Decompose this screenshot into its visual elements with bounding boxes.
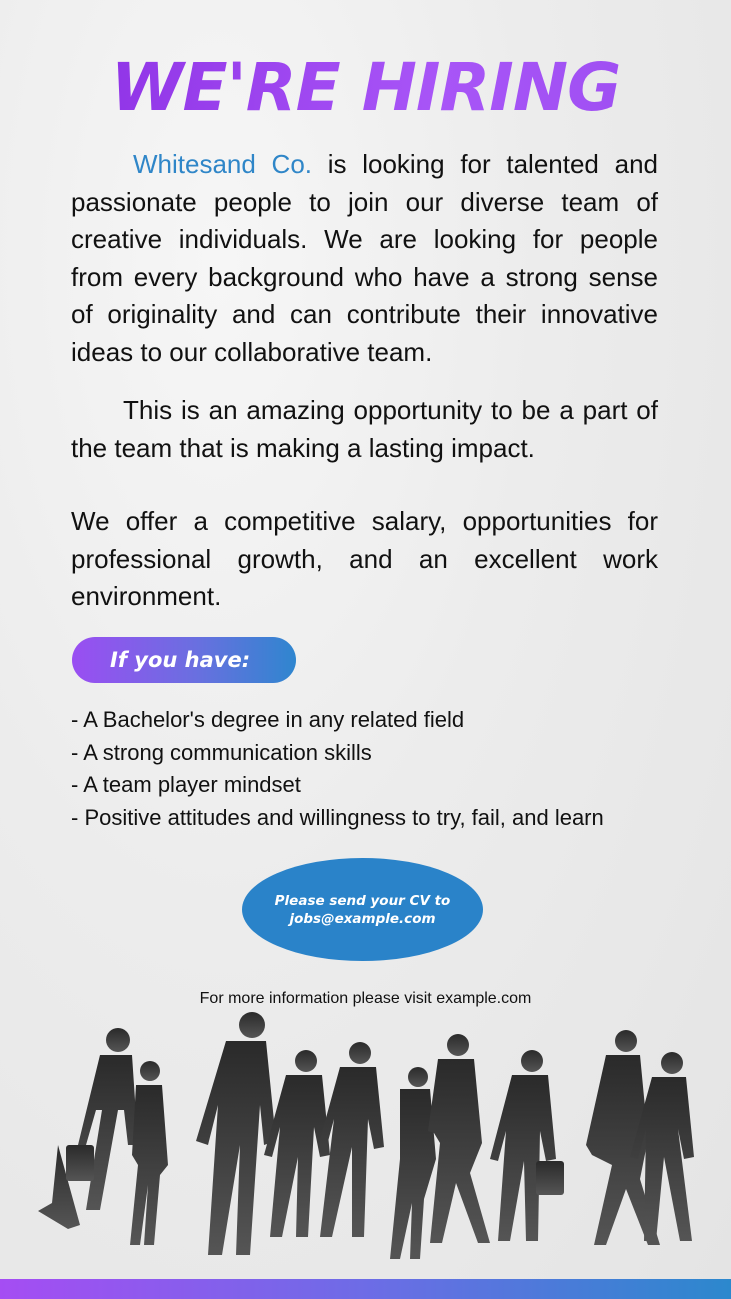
- person-silhouette: [38, 1028, 138, 1229]
- requirements-list: [71, 704, 604, 834]
- send-cv-badge[interactable]: [242, 858, 483, 961]
- company-name: Whitesand Co.: [133, 149, 313, 179]
- person-silhouette: [196, 1012, 276, 1255]
- person-silhouette: [390, 1067, 436, 1259]
- offer-paragraph: We offer a competitive salary, opportunities for professional growth, and an excellent work environment.: [71, 506, 658, 611]
- person-silhouette: [130, 1061, 168, 1245]
- list-item: - A Bachelor's degree in any related field: [71, 707, 465, 732]
- list-item: - A team player mindset: [71, 772, 301, 797]
- person-silhouette: [490, 1050, 564, 1241]
- person-silhouette: [318, 1042, 384, 1237]
- footer-gradient-bar: [0, 1279, 731, 1299]
- list-item: - Positive attitudes and willingness to try, fail, and learn: [71, 804, 604, 830]
- page-title: WE'RE HIRING: [0, 50, 731, 126]
- list-item: - A strong communication skills: [71, 739, 372, 765]
- more-info-text: For more information please visit example.com: [199, 990, 532, 1007]
- requirements-label: If you have:: [72, 637, 296, 683]
- person-silhouette: [428, 1034, 490, 1243]
- opportunity-paragraph: This is an amazing opportunity to be a part of the team that is making a lasting impact.: [71, 395, 658, 463]
- walking-people-illustration: [0, 1005, 731, 1285]
- intro-paragraph: [71, 146, 658, 371]
- send-cv-text: Please send your CV to jobs@example.com: [274, 892, 451, 927]
- intro-text: is looking for talented and passionate people to join our diverse team of creative individuals. We are looking for people from every background who have a strong sense of originality and can contribute their innovative ideas to our collaborative team.: [71, 149, 658, 367]
